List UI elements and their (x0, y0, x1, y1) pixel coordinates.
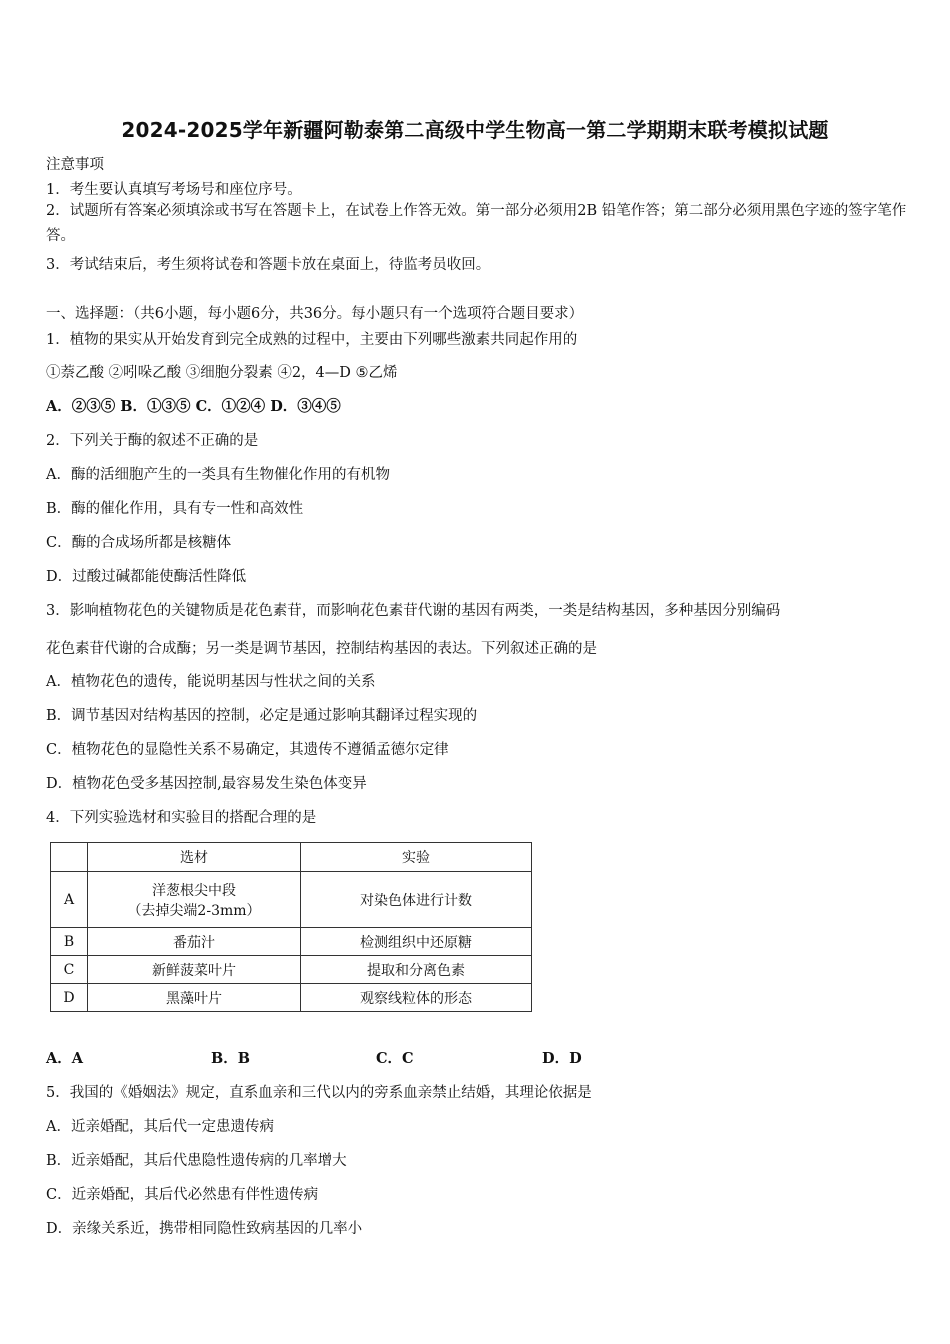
row-key: B (51, 928, 88, 956)
q3-stem-line-1: 3．影响植物花色的关键物质是花色素苷，而影响花色素苷代谢的基因有两类，一类是结构基因，多种基因分别编码 (46, 603, 781, 619)
table-row (51, 928, 532, 956)
notice-item-2: 2．试题所有答案必须填涂或书写在答题卡上，在试卷上作答无效。第一部分必须用2B 铅笔作答；第二部分必须用黑色字迹的签字笔作答。 (46, 203, 907, 244)
row-material: 新鲜菠菜叶片 (88, 956, 301, 984)
table-header-row (51, 843, 532, 872)
row-experiment: 检测组织中还原糖 (301, 928, 532, 956)
q5-stem: 5．我国的《婚姻法》规定，直系血亲和三代以内的旁系血亲禁止结婚，其理论依据是 (46, 1085, 592, 1101)
row-material-line-1: 洋葱根尖中段 (152, 882, 236, 899)
q4-choice-d: D．D (542, 1050, 582, 1067)
q5-option-b: B．近亲婚配，其后代患隐性遗传病的几率增大 (46, 1153, 347, 1169)
q2-option-b: B．酶的催化作用，具有专一性和高效性 (46, 501, 304, 517)
row-key: A (51, 872, 88, 928)
q3-option-a: A．植物花色的遗传，能说明基因与性状之间的关系 (46, 674, 376, 690)
q1-stem: 1．植物的果实从开始发育到完全成熟的过程中，主要由下列哪些激素共同起作用的 (46, 332, 578, 348)
q2-option-a: A．酶的活细胞产生的一类具有生物催化作用的有机物 (46, 467, 390, 483)
row-material (88, 872, 301, 928)
table-row (51, 956, 532, 984)
q3-option-b: B．调节基因对结构基因的控制，必定是通过影响其翻译过程实现的 (46, 708, 478, 724)
q3-option-c: C．植物花色的显隐性关系不易确定，其遗传不遵循孟德尔定律 (46, 742, 449, 758)
q4-choices (46, 1047, 666, 1067)
q3-stem-line-2: 花色素苷代谢的合成酶；另一类是调节基因，控制结构基因的表达。下列叙述正确的是 (46, 641, 597, 657)
notice-heading: 注意事项 (46, 157, 104, 173)
q5-option-c: C．近亲婚配，其后代必然患有伴性遗传病 (46, 1187, 319, 1203)
table-header-material: 选材 (88, 843, 301, 872)
row-key: C (51, 956, 88, 984)
notice-item-1: 1．考生要认真填写考场号和座位序号。 (46, 182, 302, 198)
row-experiment: 提取和分离色素 (301, 956, 532, 984)
q4-choice-c: C．C (376, 1050, 414, 1067)
q2-option-d: D．过酸过碱都能使酶活性降低 (46, 569, 247, 585)
page-title: 2024-2025学年新疆阿勒泰第二高级中学生物高一第二学期期末联考模拟试题 (121, 118, 829, 142)
table-header-key (51, 843, 88, 872)
q4-choice-b: B．B (211, 1050, 251, 1067)
q4-stem: 4．下列实验选材和实验目的搭配合理的是 (46, 810, 317, 826)
section-heading: 一、选择题：（共6小题，每小题6分，共36分。每小题只有一个选项符合题目要求） (46, 306, 584, 322)
q2-option-c: C．酶的合成场所都是核糖体 (46, 535, 232, 551)
row-material: 番茄汁 (88, 928, 301, 956)
notice-item-3: 3．考试结束后，考生须将试卷和答题卡放在桌面上，待监考员收回。 (46, 257, 491, 273)
row-key: D (51, 984, 88, 1012)
table-row (51, 984, 532, 1012)
table-header-experiment: 实验 (301, 843, 532, 872)
row-material: 黑藻叶片 (88, 984, 301, 1012)
row-experiment: 对染色体进行计数 (301, 872, 532, 928)
q1-options: A．②③⑤ B．①③⑤ C．①②④ D．③④⑤ (46, 398, 341, 415)
q4-table (50, 842, 532, 1012)
q1-list: ①萘乙酸 ②吲哚乙酸 ③细胞分裂素 ④2，4—D ⑤乙烯 (46, 365, 398, 381)
row-experiment: 观察线粒体的形态 (301, 984, 532, 1012)
q5-option-a: A．近亲婚配，其后代一定患遗传病 (46, 1119, 274, 1135)
q3-option-d: D．植物花色受多基因控制,最容易发生染色体变异 (46, 776, 367, 792)
q5-option-d: D．亲缘关系近，携带相同隐性致病基因的几率小 (46, 1221, 363, 1237)
q4-choice-a: A．A (46, 1050, 84, 1067)
row-material-line-2: （去掉尖端2-3mm） (127, 902, 261, 919)
table-row (51, 872, 532, 928)
q2-stem: 2．下列关于酶的叙述不正确的是 (46, 433, 259, 449)
